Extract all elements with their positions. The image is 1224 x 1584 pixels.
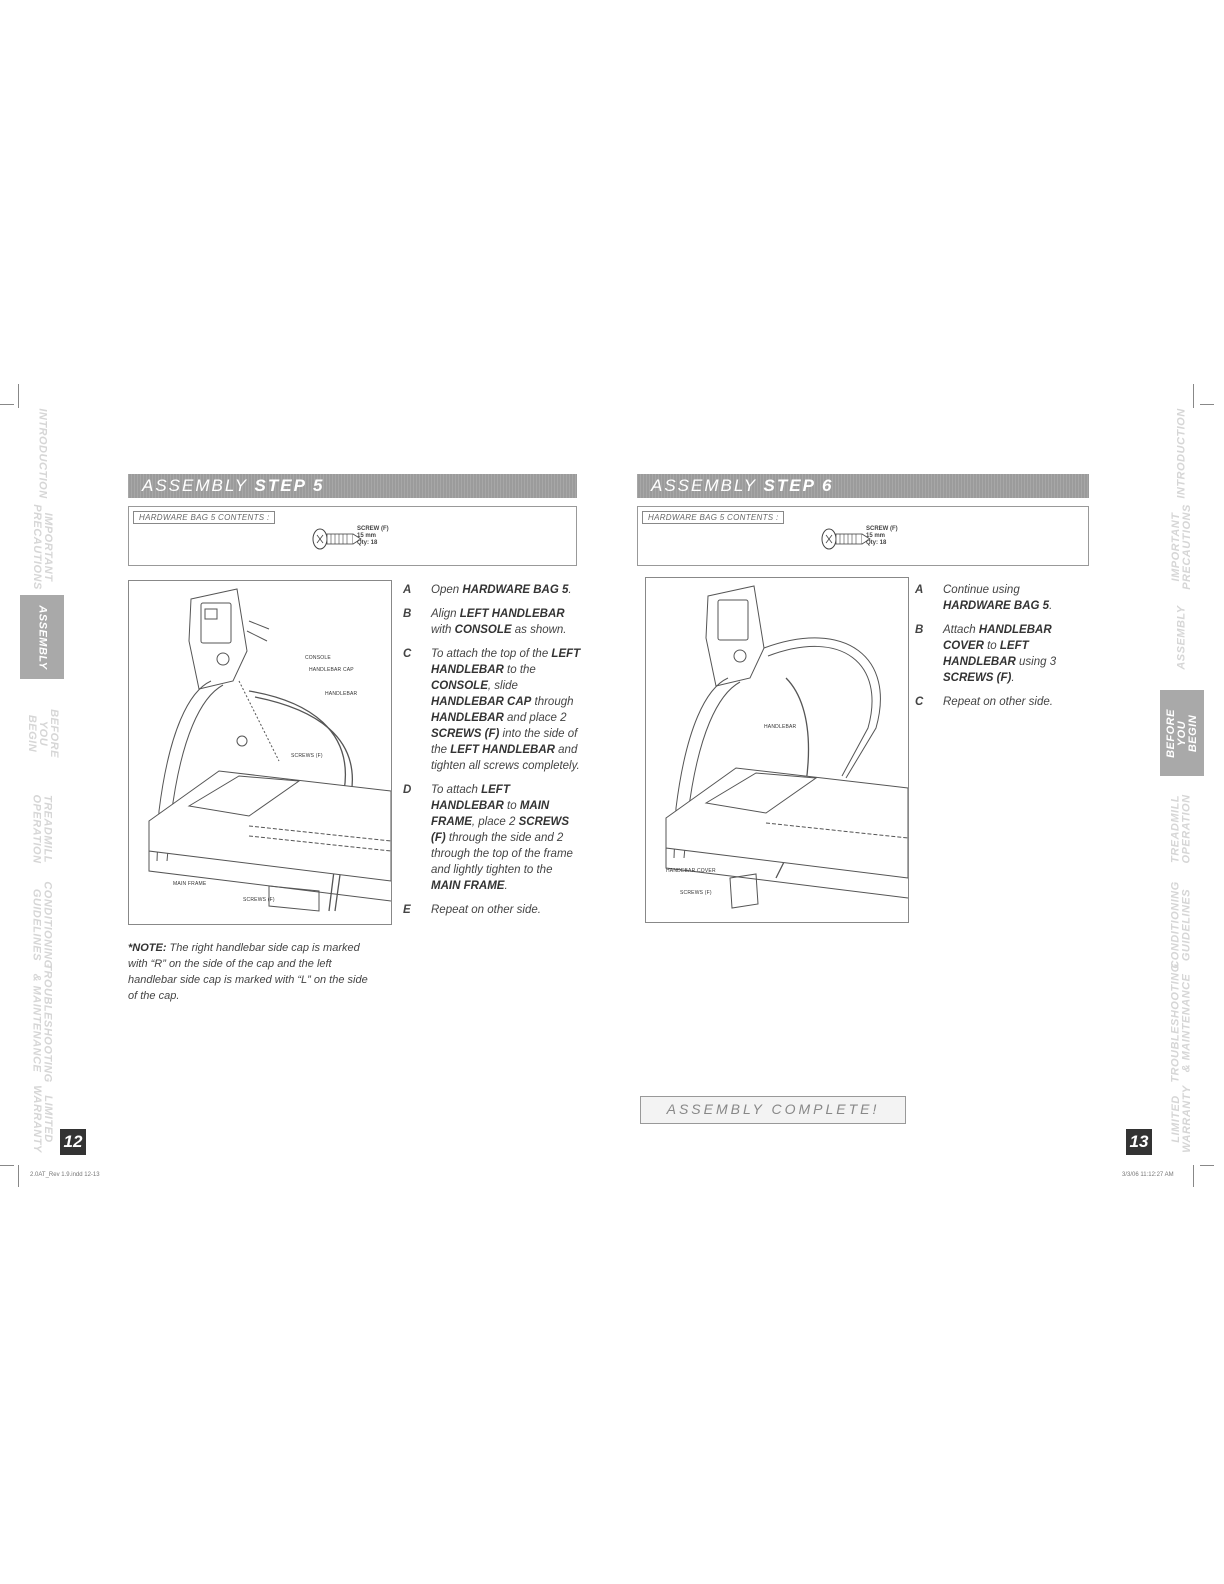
- instruction-c: C Repeat on other side.: [915, 696, 1053, 708]
- page-number: 12: [60, 1129, 86, 1155]
- step-header: ASSEMBLY STEP 6: [637, 474, 1089, 498]
- tab-important-precautions[interactable]: IMPORTANT PRECAUTIONS: [1170, 504, 1193, 590]
- assembly-illustration: [645, 577, 909, 923]
- instruction-d: D To attach LEFT HANDLEBAR to MAIN FRAME, place 2 SCREWS (F) through the side and 2 through the top of the frame and lightly tighten to the MAIN FRAME.: [403, 784, 573, 892]
- tab-important-precautions[interactable]: IMPORTANT PRECAUTIONS: [31, 504, 54, 590]
- crop-mark: [1193, 384, 1194, 408]
- callout-main-frame: MAIN FRAME: [173, 881, 207, 887]
- tab-assembly[interactable]: ASSEMBLY: [20, 595, 64, 679]
- crop-mark: [1200, 1165, 1214, 1166]
- crop-mark: [1193, 1165, 1194, 1187]
- treadmill-illustration: [129, 581, 391, 924]
- note: *NOTE: The right handlebar side cap is marked with “R” on the side of the cap and the left handlebar side cap is marked with “L” on the side of the cap.: [128, 942, 368, 1002]
- callout-handlebar-cover: HANDEBAR COVER: [666, 868, 716, 874]
- tab-assembly[interactable]: ASSEMBLY: [1175, 604, 1188, 670]
- callout-screws: SCREWS (F): [680, 890, 712, 896]
- step-header: ASSEMBLY STEP 5: [128, 474, 577, 498]
- instruction-b: B Align LEFT HANDLEBAR with CONSOLE as shown.: [403, 608, 567, 636]
- crop-mark: [18, 384, 19, 408]
- page-number: 13: [1126, 1129, 1152, 1155]
- assembly-illustration: [128, 580, 392, 925]
- tab-treadmill-operation[interactable]: TREADMILL OPERATION: [1170, 794, 1194, 864]
- instruction-a: A Continue using HARDWARE BAG 5.: [915, 584, 1053, 612]
- instruction-b: B Attach HANDLEBAR COVER to LEFT HANDLEBAR using 3 SCREWS (F).: [915, 624, 1057, 684]
- callout-handlebar: HANDLEBAR: [764, 724, 797, 730]
- hardware-box: [637, 506, 1089, 566]
- instruction-e: E Repeat on other side.: [403, 904, 541, 916]
- tab-limited-warranty[interactable]: LIMITED WARRANTY: [1170, 1085, 1193, 1153]
- instruction-a: A Open HARDWARE BAG 5.: [403, 584, 572, 596]
- hardware-label: HARDWARE BAG 5 CONTENTS :: [133, 511, 275, 524]
- crop-mark: [0, 404, 14, 405]
- assembly-complete-banner: ASSEMBLY COMPLETE!: [640, 1096, 906, 1124]
- callout-screws: SCREWS (F): [243, 897, 275, 903]
- tab-conditioning-guidelines[interactable]: CONDITIONING GUIDELINES: [1170, 881, 1193, 969]
- tab-before-you-begin[interactable]: BEFORE YOU BEGIN: [25, 708, 60, 758]
- tab-troubleshooting[interactable]: TROUBLESHOOTING & MAINTENANCE: [31, 963, 54, 1083]
- tab-introduction[interactable]: INTRODUCTION: [36, 407, 49, 499]
- screw-spec: SCREW (F) 15 mm Qty: 18: [357, 526, 389, 546]
- crop-mark: [18, 1165, 19, 1187]
- file-slug: 2.0AT_Rev 1.9.indd 12-13: [30, 1172, 100, 1178]
- callout-console: CONSOLE: [305, 655, 331, 661]
- instructions-step-6: [915, 582, 1075, 718]
- callout-screws: SCREWS (F): [291, 753, 323, 759]
- instructions-step-5: [403, 582, 585, 926]
- tab-limited-warranty[interactable]: LIMITED WARRANTY: [31, 1085, 54, 1153]
- tab-treadmill-operation[interactable]: TREADMILL OPERATION: [31, 794, 55, 864]
- hardware-box: [128, 506, 577, 566]
- tab-introduction[interactable]: INTRODUCTION: [1175, 407, 1188, 499]
- tab-before-you-begin[interactable]: BEFORE YOU BEGIN: [1160, 690, 1204, 776]
- callout-handlebar-cap: HANDLEBAR CAP: [309, 667, 354, 673]
- instruction-c: C To attach the top of the LEFT HANDLEBAR to the CONSOLE, slide HANDLEBAR CAP through HANDLEBAR and place 2 SCREWS (F) into the side of the LEFT HANDLEBAR and tighten all screws completely.: [403, 648, 581, 772]
- crop-mark: [1200, 404, 1214, 405]
- date-slug: 3/3/06 11:12:27 AM: [1122, 1172, 1174, 1178]
- tab-conditioning-guidelines[interactable]: CONDITIONING GUIDELINES: [31, 881, 54, 969]
- tab-troubleshooting[interactable]: TROUBLESHOOTING & MAINTENANCE: [1170, 963, 1193, 1083]
- screw-spec: SCREW (F) 15 mm Qty: 18: [866, 526, 898, 546]
- callout-handlebar: HANDLEBAR: [325, 691, 358, 697]
- hardware-label: HARDWARE BAG 5 CONTENTS :: [642, 511, 784, 524]
- crop-mark: [0, 1165, 14, 1166]
